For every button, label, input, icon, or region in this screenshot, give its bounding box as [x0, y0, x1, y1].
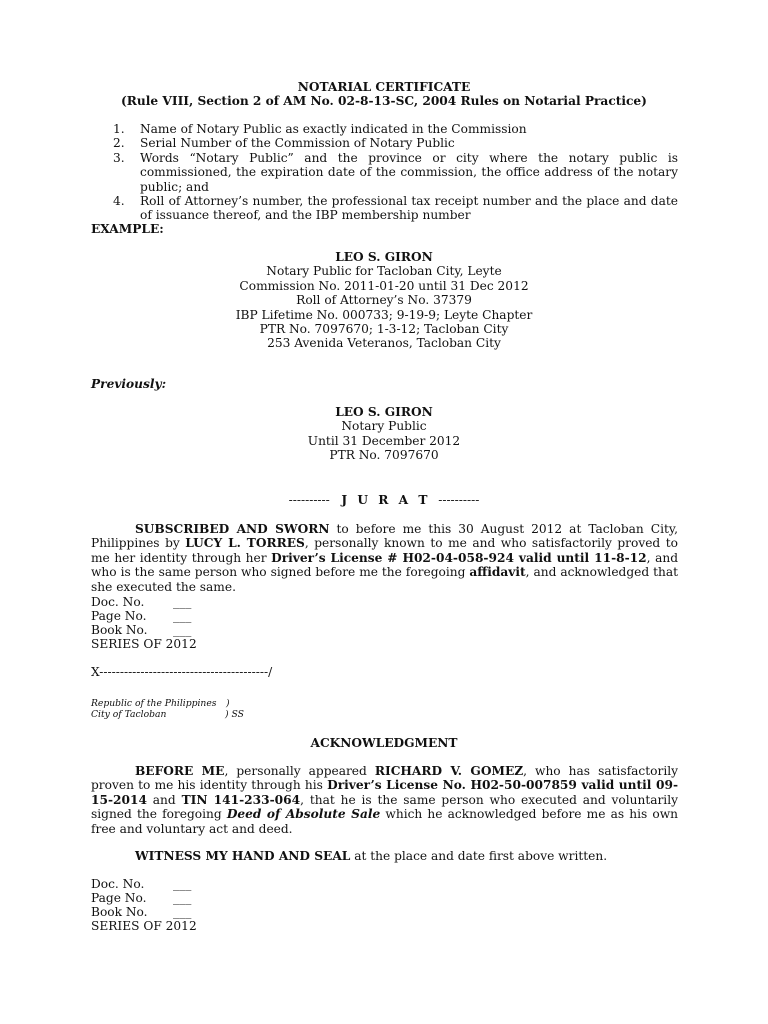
doc-no-row: Doc. No. ___: [91, 877, 192, 891]
example-notary-name: LEO S. GIRON: [335, 250, 433, 264]
requirement-item: [113, 122, 678, 136]
jurat-paragraph: SUBSCRIBED AND SWORN to before me this 30 August 2012 at Tacloban City, Philippines by LUCY L. TORRES, personally known to me and who satisfactorily proved to me her identity through her Driver’s License # H02-04-058-924 valid until 11-8-12, and who is the same person who signed before me the foregoing affidavit, and acknowledged that she executed the same.: [91, 522, 679, 594]
requirement-text: Words “Notary Public” and the province or city where the notary public is commissioned, the expiration date of the commission, the office address of the notary public; and: [140, 150, 678, 194]
acknowledgment-paragraph: BEFORE ME, personally appeared RICHARD V. GOMEZ, who has satisfactorily proven to me his identity through his Driver’s License No. H02-50-007859 valid until 09-15-2014 and TIN 141-233-064, that he is the same person who executed and voluntarily signed the foregoing Deed of Absolute Sale which he acknowledged before me as his own free and voluntary act and deed.: [91, 764, 679, 836]
requirement-item: [113, 136, 678, 150]
doc-entry-block: [91, 595, 197, 651]
previous-notary-name: LEO S. GIRON: [335, 405, 433, 419]
previously-label: Previously:: [91, 377, 167, 391]
document-title: NOTARIAL CERTIFICATE: [297, 80, 471, 94]
section-separator: X-----------------------------------------/: [91, 665, 273, 679]
jurat-dashes-left: ----------: [288, 493, 330, 507]
requirement-text: Name of Notary Public as exactly indicated in the Commission: [140, 122, 527, 136]
previous-line: Until 31 December 2012: [307, 433, 461, 448]
example-line: 253 Avenida Veteranos, Tacloban City: [267, 336, 501, 351]
venue-ss: ) SS: [225, 709, 244, 720]
example-line: IBP Lifetime No. 000733; 9-19-9; Leyte Chapter: [235, 307, 533, 322]
series-row: SERIES OF 2012: [91, 919, 197, 933]
acknowledgment-heading: ACKNOWLEDGMENT: [310, 736, 458, 750]
book-no-row: Book No. ___: [91, 905, 192, 919]
requirement-number: 3.: [113, 150, 125, 165]
example-label: EXAMPLE:: [91, 222, 164, 236]
doc-entry-block: [91, 877, 197, 933]
witness-line: WITNESS MY HAND AND SEAL at the place and date first above written.: [135, 849, 608, 863]
requirement-item: [113, 194, 678, 223]
example-line: Roll of Attorney’s No. 37379: [296, 293, 472, 308]
jurat-heading: [0, 493, 768, 507]
requirements-list: [113, 122, 678, 223]
venue-city: City of Tacloban: [91, 709, 167, 720]
requirement-number: 2.: [113, 136, 125, 151]
jurat-dashes-right: ----------: [438, 493, 480, 507]
example-line: Notary Public for Tacloban City, Leyte: [266, 264, 502, 279]
series-row: SERIES OF 2012: [91, 637, 197, 651]
venue-republic: Republic of the Philippines: [91, 698, 217, 709]
requirement-text: Roll of Attorney’s number, the professional tax receipt number and the place and date of issuance thereof, and the IBP membership number: [140, 194, 678, 223]
previous-signature-block: [0, 405, 768, 463]
venue-block: Republic of the Philippines ) City of Tacloban ) SS: [91, 698, 244, 720]
requirement-text: Serial Number of the Commission of Notary Public: [140, 136, 455, 151]
requirement-item: [113, 151, 678, 194]
page-no-row: Page No. ___: [91, 891, 192, 905]
document-subtitle: (Rule VIII, Section 2 of AM No. 02-8-13-SC, 2004 Rules on Notarial Practice): [121, 94, 647, 108]
doc-no-row: Doc. No. ___: [91, 595, 192, 609]
jurat-title: J U R A T: [341, 493, 431, 507]
requirement-number: 4.: [113, 194, 125, 209]
previous-line: Notary Public: [341, 419, 427, 434]
example-line: PTR No. 7097670; 1-3-12; Tacloban City: [259, 322, 509, 337]
book-no-row: Book No. ___: [91, 623, 192, 637]
requirement-number: 1.: [113, 122, 125, 136]
previous-line: PTR No. 7097670: [329, 448, 439, 463]
page-no-row: Page No. ___: [91, 609, 192, 623]
example-line: Commission No. 2011-01-20 until 31 Dec 2012: [239, 278, 529, 293]
example-signature-block: [0, 250, 768, 351]
